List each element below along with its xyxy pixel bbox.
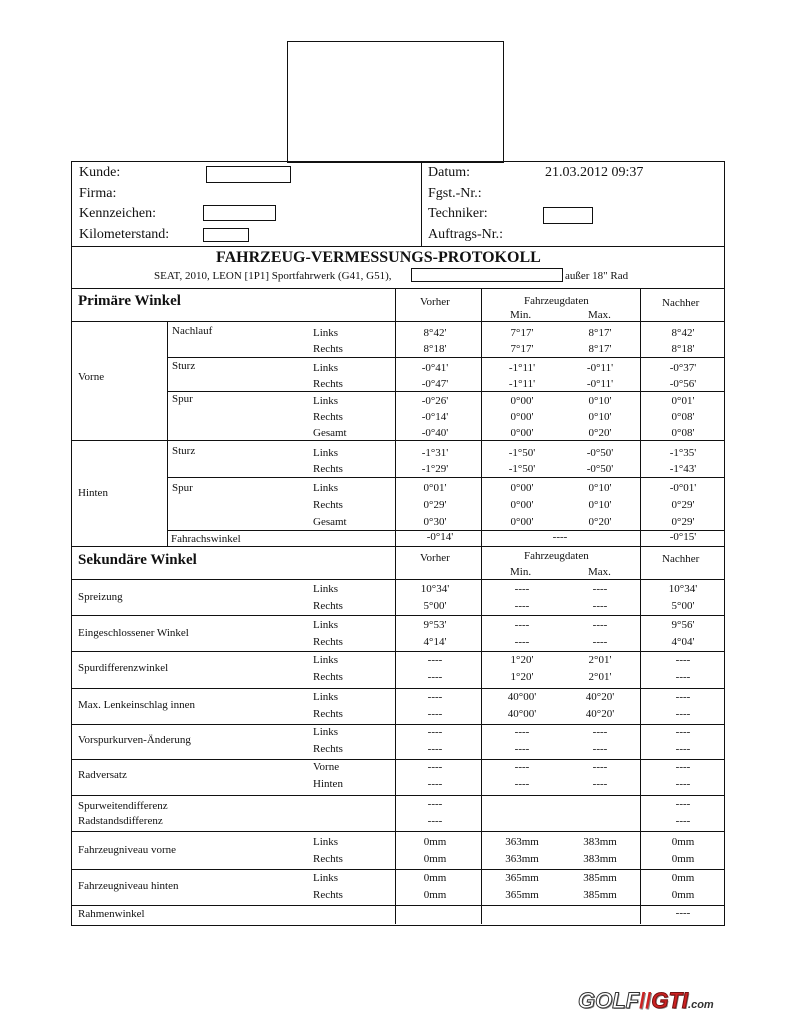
secondary-cell-side: Rechts xyxy=(313,889,343,901)
primary-cell-vorher: 0°30' xyxy=(423,516,447,528)
row-divider xyxy=(71,869,724,870)
secondary-cell-vorher: ---- xyxy=(427,778,443,790)
primary-cell-nachher: 8°18' xyxy=(671,343,695,355)
secondary-cell-min: ---- xyxy=(514,743,530,755)
fgst-label: Fgst.-Nr.: xyxy=(428,186,482,201)
primary-cell-side: Links xyxy=(313,327,339,339)
secondary-cell-side: Vorne xyxy=(313,761,340,773)
secondary-cell-min: ---- xyxy=(514,600,530,612)
secondary-cell-side: Rechts xyxy=(313,671,343,683)
logo-gti-text: GTI xyxy=(651,988,689,1013)
primary-cell-min: 0°00' xyxy=(510,516,534,528)
secondary-group-label: Max. Lenkeinschlag innen xyxy=(78,699,195,711)
primary-col-fahrzeugdaten: Fahrzeugdaten xyxy=(524,295,589,307)
primary-cell-vorher: -0°26' xyxy=(421,395,449,407)
kunde-label: Kunde: xyxy=(79,165,121,180)
row-divider xyxy=(71,724,724,725)
secondary-cell-min: 365mm xyxy=(505,872,539,884)
primary-heading: Primäre Winkel xyxy=(78,293,181,309)
row-divider xyxy=(71,651,724,652)
secondary-cell-nachher: ---- xyxy=(675,778,691,790)
secondary-cell-vorher: 10°34' xyxy=(420,583,450,595)
secondary-group-label: Radversatz xyxy=(78,769,127,781)
secondary-group-label: Vorspurkurven-Änderung xyxy=(78,734,191,746)
secondary-cell-nachher: 0mm xyxy=(671,872,695,884)
secondary-cell-side: Rechts xyxy=(313,853,343,865)
primary-col-nachher: Nachher xyxy=(662,297,700,309)
primary-cell-min: -1°50' xyxy=(508,463,536,475)
secondary-group-label: Fahrzeugniveau hinten xyxy=(78,880,179,892)
golf-gti-logo: GOLF//GTI.com xyxy=(578,988,714,1013)
vehicle-redacted-field xyxy=(411,268,563,282)
primary-cell-nachher: 0°08' xyxy=(671,427,695,439)
primary-cell-min: 0°00' xyxy=(510,482,534,494)
row-divider xyxy=(71,795,724,796)
secondary-cell-side: Rechts xyxy=(313,636,343,648)
primary-cell-nachher: 0°01' xyxy=(671,395,695,407)
secondary-group-label: Spurweitendifferenz xyxy=(78,800,168,812)
primary-cell-vorher: -0°14' xyxy=(421,411,449,423)
secondary-cell-min: ---- xyxy=(514,583,530,595)
secondary-cell-min: ---- xyxy=(514,636,530,648)
secondary-cell-vorher: ---- xyxy=(427,726,443,738)
report-title: FAHRZEUG-VERMESSUNGS-PROTOKOLL xyxy=(216,249,541,266)
secondary-cell-nachher: ---- xyxy=(675,815,691,827)
secondary-cell-max: 2°01' xyxy=(588,671,612,683)
secondary-cell-min: ---- xyxy=(514,778,530,790)
primary-cell-min: 7°17' xyxy=(510,343,534,355)
secondary-cell-min: 365mm xyxy=(505,889,539,901)
secondary-cell-vorher: 0mm xyxy=(423,872,447,884)
secondary-col-max: Max. xyxy=(588,566,611,578)
secondary-cell-max: ---- xyxy=(592,761,608,773)
primary-cell-min: 0°00' xyxy=(510,411,534,423)
secondary-cell-side: Links xyxy=(313,872,339,884)
secondary-cell-min: 40°00' xyxy=(507,708,537,720)
primary-item-label: Spur xyxy=(172,482,193,494)
primary-cell-min: 7°17' xyxy=(510,327,534,339)
primary-cell-side: Links xyxy=(313,447,339,459)
primary-cell-nachher: 0°29' xyxy=(671,499,695,511)
logo-golf-text: GOLF xyxy=(578,988,640,1013)
secondary-cell-side: Links xyxy=(313,836,339,848)
secondary-cell-max: ---- xyxy=(592,619,608,631)
secondary-cell-vorher: ---- xyxy=(427,815,443,827)
primary-cell-min: -1°11' xyxy=(508,362,536,374)
secondary-col-fahrzeugdaten: Fahrzeugdaten xyxy=(524,550,589,562)
vehicle-description: SEAT, 2010, LEON [1P1] Sportfahrwerk (G41, G51), xyxy=(154,270,392,282)
secondary-cell-max: 2°01' xyxy=(588,654,612,666)
secondary-cell-nachher: ---- xyxy=(675,743,691,755)
fahrachswinkel-label: Fahrachswinkel xyxy=(171,533,241,545)
secondary-cell-max: 383mm xyxy=(583,836,617,848)
secondary-cell-nachher: ---- xyxy=(675,654,691,666)
primary-item-label: Nachlauf xyxy=(172,325,213,337)
primary-cell-min: -1°11' xyxy=(508,378,536,390)
secondary-cell-max: ---- xyxy=(592,583,608,595)
secondary-cell-vorher: 5°00' xyxy=(423,600,447,612)
secondary-cell-nachher: 0mm xyxy=(671,853,695,865)
group-hinten: Hinten xyxy=(78,487,108,499)
secondary-group-label2: Radstandsdifferenz xyxy=(78,815,163,827)
secondary-cell-nachher: 0mm xyxy=(671,836,695,848)
primary-cell-nachher: -0°37' xyxy=(669,362,697,374)
primary-cell-side: Gesamt xyxy=(313,516,347,528)
secondary-cell-max: ---- xyxy=(592,726,608,738)
secondary-cell-nachher: ---- xyxy=(675,798,691,810)
secondary-cell-vorher: ---- xyxy=(427,691,443,703)
vehicle-suffix: außer 18" Rad xyxy=(565,270,629,282)
secondary-cell-side: Rechts xyxy=(313,600,343,612)
row-divider xyxy=(71,615,724,616)
primary-cell-vorher: -0°47' xyxy=(421,378,449,390)
primary-cell-max: 0°10' xyxy=(588,395,612,407)
secondary-cell-vorher: ---- xyxy=(427,761,443,773)
primary-col-vorher: Vorher xyxy=(420,296,450,308)
secondary-cell-max: ---- xyxy=(592,743,608,755)
secondary-cell-min: ---- xyxy=(514,619,530,631)
primary-cell-vorher: -0°40' xyxy=(421,427,449,439)
primary-cell-vorher: 0°29' xyxy=(423,499,447,511)
secondary-cell-side: Links xyxy=(313,619,339,631)
secondary-col-min: Min. xyxy=(510,566,532,578)
primary-cell-min: 0°00' xyxy=(510,395,534,407)
secondary-cell-min: ---- xyxy=(514,761,530,773)
primary-col-max: Max. xyxy=(588,309,611,321)
secondary-cell-side: Links xyxy=(313,691,339,703)
secondary-cell-side: Hinten xyxy=(313,778,343,790)
secondary-cell-nachher: ---- xyxy=(675,671,691,683)
secondary-cell-nachher: 10°34' xyxy=(668,583,698,595)
primary-cell-vorher: 0°01' xyxy=(423,482,447,494)
primary-cell-vorher: 8°18' xyxy=(423,343,447,355)
secondary-cell-vorher: 0mm xyxy=(423,836,447,848)
primary-cell-side: Rechts xyxy=(313,411,343,423)
secondary-cell-nachher: ---- xyxy=(675,708,691,720)
secondary-cell-nachher: ---- xyxy=(675,907,691,919)
row-divider xyxy=(71,831,724,832)
primary-cell-vorher: 8°42' xyxy=(423,327,447,339)
primary-cell-min: -1°50' xyxy=(508,447,536,459)
secondary-group-label: Rahmenwinkel xyxy=(78,908,145,920)
primary-cell-nachher: 8°42' xyxy=(671,327,695,339)
primary-cell-vorher: -1°31' xyxy=(421,447,449,459)
secondary-cell-max: 40°20' xyxy=(585,691,615,703)
kunde-redacted-field xyxy=(206,166,291,183)
primary-cell-vorher: -0°41' xyxy=(421,362,449,374)
secondary-group-label: Eingeschlossener Winkel xyxy=(78,627,189,639)
techniker-label: Techniker: xyxy=(428,206,488,221)
primary-cell-side: Links xyxy=(313,395,339,407)
primary-item-label: Spur xyxy=(172,393,193,405)
secondary-cell-min: ---- xyxy=(514,726,530,738)
secondary-cell-min: 1°20' xyxy=(510,654,534,666)
row-divider xyxy=(71,905,724,906)
primary-cell-side: Links xyxy=(313,362,339,374)
secondary-cell-max: 385mm xyxy=(583,872,617,884)
primary-cell-side: Rechts xyxy=(313,499,343,511)
secondary-cell-vorher: 0mm xyxy=(423,889,447,901)
secondary-cell-side: Links xyxy=(313,726,339,738)
secondary-cell-nachher: ---- xyxy=(675,691,691,703)
secondary-cell-max: ---- xyxy=(592,636,608,648)
secondary-cell-vorher: 9°53' xyxy=(423,619,447,631)
datum-value: 21.03.2012 09:37 xyxy=(545,165,644,180)
primary-cell-max: 0°10' xyxy=(588,499,612,511)
primary-cell-nachher: -0°01' xyxy=(669,482,697,494)
secondary-cell-side: Links xyxy=(313,583,339,595)
primary-cell-side: Rechts xyxy=(313,343,343,355)
auftrag-label: Auftrags-Nr.: xyxy=(428,227,504,242)
primary-cell-max: 0°10' xyxy=(588,411,612,423)
secondary-cell-max: ---- xyxy=(592,600,608,612)
kennzeichen-redacted-field xyxy=(203,205,276,221)
datum-label: Datum: xyxy=(428,165,470,180)
primary-cell-min: 0°00' xyxy=(510,499,534,511)
secondary-cell-vorher: ---- xyxy=(427,798,443,810)
logo-suffix: .com xyxy=(688,999,714,1011)
row-divider xyxy=(71,688,724,689)
kilometerstand-redacted-field xyxy=(203,228,249,242)
secondary-cell-side: Rechts xyxy=(313,743,343,755)
secondary-cell-nachher: 0mm xyxy=(671,889,695,901)
secondary-heading: Sekundäre Winkel xyxy=(78,552,197,568)
primary-item-label: Sturz xyxy=(172,360,196,372)
secondary-cell-side: Rechts xyxy=(313,708,343,720)
secondary-cell-vorher: ---- xyxy=(427,708,443,720)
primary-cell-nachher: -1°43' xyxy=(669,463,697,475)
primary-cell-max: -0°50' xyxy=(586,447,614,459)
group-vorne: Vorne xyxy=(78,371,105,383)
primary-cell-max: 0°10' xyxy=(588,482,612,494)
firma-label: Firma: xyxy=(79,186,117,201)
secondary-cell-nachher: 9°56' xyxy=(671,619,695,631)
secondary-cell-vorher: ---- xyxy=(427,671,443,683)
primary-cell-side: Links xyxy=(313,482,339,494)
secondary-cell-side: Links xyxy=(313,654,339,666)
fahrachswinkel-data: ---- xyxy=(552,531,568,543)
primary-cell-nachher: -1°35' xyxy=(669,447,697,459)
primary-cell-side: Gesamt xyxy=(313,427,347,439)
techniker-redacted-field xyxy=(543,207,593,224)
primary-cell-max: 8°17' xyxy=(588,343,612,355)
secondary-cell-min: 363mm xyxy=(505,836,539,848)
primary-cell-max: 8°17' xyxy=(588,327,612,339)
secondary-cell-vorher: ---- xyxy=(427,743,443,755)
primary-cell-nachher: -0°56' xyxy=(669,378,697,390)
primary-cell-max: -0°11' xyxy=(586,378,614,390)
secondary-cell-max: 383mm xyxy=(583,853,617,865)
primary-col-min: Min. xyxy=(510,309,532,321)
secondary-group-label: Spreizung xyxy=(78,591,123,603)
kilometerstand-label: Kilometerstand: xyxy=(79,227,170,242)
secondary-cell-vorher: 0mm xyxy=(423,853,447,865)
primary-cell-max: -0°11' xyxy=(586,362,614,374)
fahrachswinkel-nachher: -0°15' xyxy=(669,531,697,543)
primary-cell-max: 0°20' xyxy=(588,427,612,439)
secondary-cell-max: ---- xyxy=(592,778,608,790)
secondary-cell-nachher: 5°00' xyxy=(671,600,695,612)
secondary-group-label: Fahrzeugniveau vorne xyxy=(78,844,177,856)
secondary-cell-vorher: ---- xyxy=(427,654,443,666)
primary-cell-nachher: 0°08' xyxy=(671,411,695,423)
primary-cell-nachher: 0°29' xyxy=(671,516,695,528)
secondary-col-vorher: Vorher xyxy=(420,552,450,564)
primary-item-label: Sturz xyxy=(172,445,196,457)
secondary-group-label: Spurdifferenzwinkel xyxy=(78,662,169,674)
secondary-cell-max: 385mm xyxy=(583,889,617,901)
secondary-cell-nachher: ---- xyxy=(675,726,691,738)
primary-cell-side: Rechts xyxy=(313,378,343,390)
secondary-col-nachher: Nachher xyxy=(662,553,700,565)
fahrachswinkel-vorher: -0°14' xyxy=(426,531,454,543)
secondary-cell-max: 40°20' xyxy=(585,708,615,720)
primary-cell-min: 0°00' xyxy=(510,427,534,439)
secondary-cell-min: 1°20' xyxy=(510,671,534,683)
secondary-cell-nachher: ---- xyxy=(675,761,691,773)
primary-cell-side: Rechts xyxy=(313,463,343,475)
primary-cell-vorher: -1°29' xyxy=(421,463,449,475)
primary-cell-max: -0°50' xyxy=(586,463,614,475)
secondary-cell-min: 40°00' xyxy=(507,691,537,703)
secondary-cell-min: 363mm xyxy=(505,853,539,865)
secondary-cell-vorher: 4°14' xyxy=(423,636,447,648)
kennzeichen-label: Kennzeichen: xyxy=(79,206,156,221)
secondary-cell-nachher: 4°04' xyxy=(671,636,695,648)
primary-cell-max: 0°20' xyxy=(588,516,612,528)
redacted-logo-box xyxy=(287,41,504,163)
row-divider xyxy=(71,759,724,760)
